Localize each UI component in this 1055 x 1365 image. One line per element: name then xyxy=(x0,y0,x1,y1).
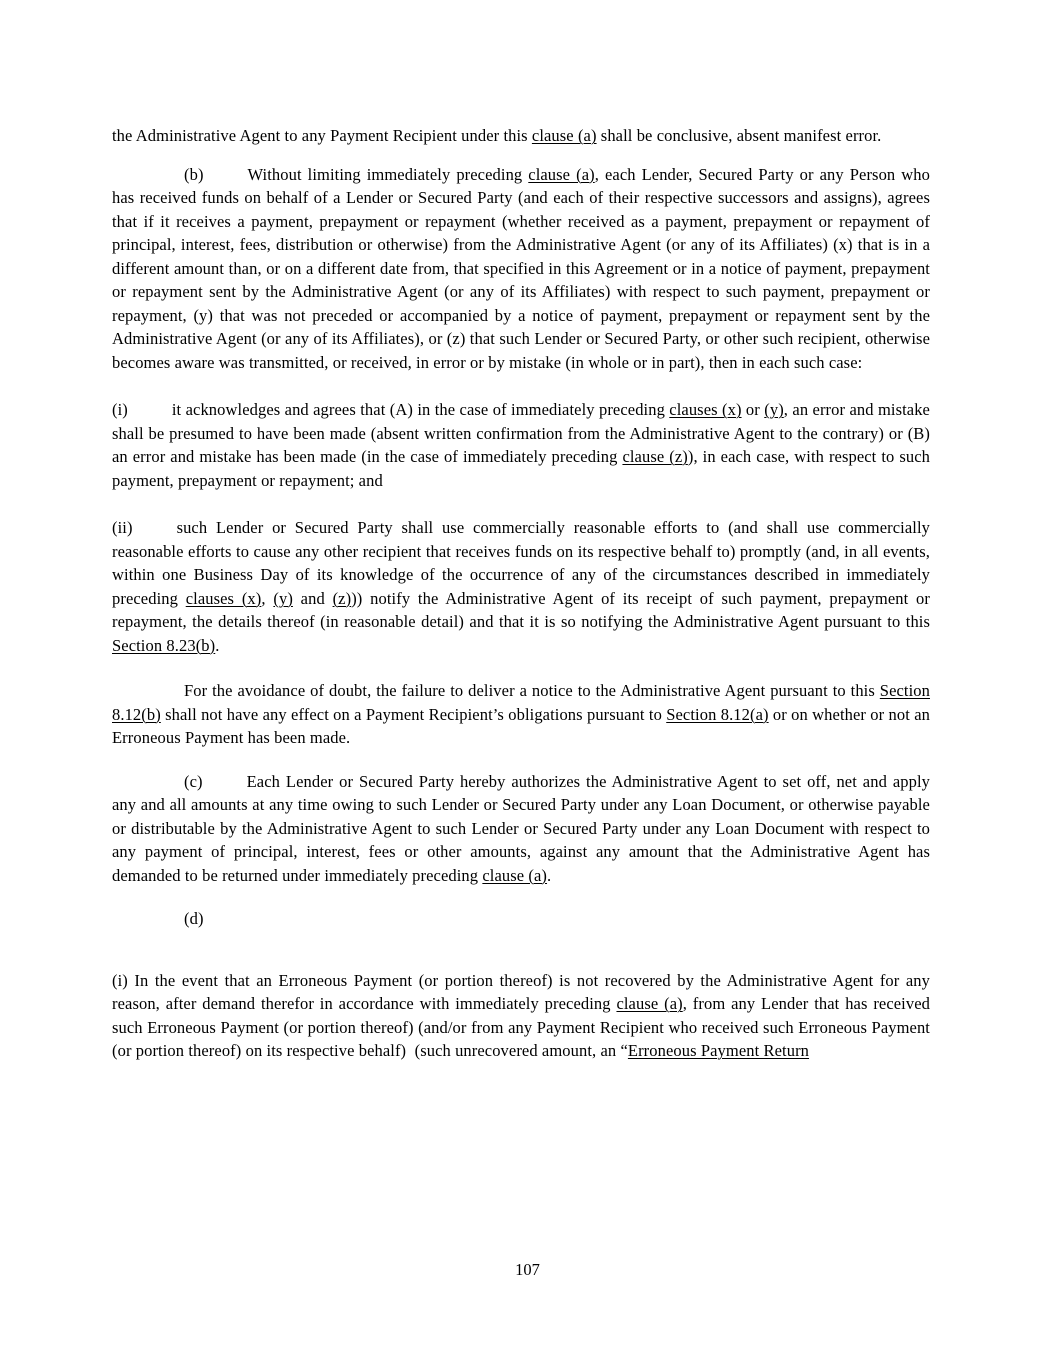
para-b xyxy=(112,163,930,375)
para-b-ii xyxy=(112,516,930,657)
text-run: , xyxy=(261,588,274,608)
underlined-reference: Erroneous Payment Return xyxy=(627,1041,810,1060)
text-run: or on whether or not an Erroneous Payment has been made. xyxy=(112,704,930,747)
text-run: , each Lender, Secured Party or any Person who has received funds on behalf of a Lender or Secured Party (and each of their respective successors and assigns), agrees that if it receives a payment, prepayment or repayment (whether received as a payment, prepayment or repayment of principal, interest, fees, distribution or otherwise) from the Administrative Agent (or any of its Affiliates) (x) that is in a different amount than, or on a different date from, that specified in this Agreement or in a notice of payment, prepayment or repayment sent by the Administrative Agent (or any of its Affiliates) with respect to such payment, prepayment or repayment, (y) that was not preceded or accompanied by a notice of payment, prepayment or repayment sent by the Administrative Agent (or any of its Affiliates), or (z) that such Lender or Secured Party, or other such recipient, otherwise becomes aware was transmitted, or received, in error or by mistake (in whole or in part), then in each such case: xyxy=(112,164,930,372)
underlined-reference: clauses (x) xyxy=(185,588,262,608)
underlined-reference: clause (z) xyxy=(622,447,688,466)
text-run: (c) xyxy=(184,771,203,791)
underlined-reference: clause (a) xyxy=(482,865,548,885)
underlined-reference: (y) xyxy=(764,400,784,419)
text-run: and xyxy=(292,588,333,608)
text-run: , from any Lender that has received such Erroneous Payment (or portion thereof) (and/or from any Payment Recipient who received such Erroneous Payment (or portion thereof) on its respective behalf) (such unrecovered amount, an “ xyxy=(112,994,930,1060)
text-run: ), in each case, with respect to such payment, prepayment or repayment; and xyxy=(112,447,930,490)
text-run: shall be conclusive, absent manifest error. xyxy=(596,126,882,145)
underlined-reference: clause (a) xyxy=(616,994,683,1013)
para-c xyxy=(112,770,930,888)
text-run: (i) In the event that an Erroneous Payment (or portion thereof) is not recovered by the Administrative Agent for any reason, after demand therefor in accordance with immediately preceding xyxy=(112,970,930,1013)
underlined-reference: (z) xyxy=(332,588,352,608)
text-run: , an error and mistake shall be presumed to have been made (absent written confirmation from the Administrative Agent to the contrary) or (B) an error and mistake has been made (in the case of immediately preceding xyxy=(112,400,930,466)
text-run: (b) xyxy=(184,164,204,184)
para-d-i xyxy=(112,969,930,1063)
underlined-reference: clauses (x) xyxy=(669,400,742,419)
page-number: 107 xyxy=(515,1260,540,1279)
text-run: Without limiting immediately preceding xyxy=(247,164,529,184)
text-run: or xyxy=(741,400,765,419)
para-d xyxy=(112,907,930,931)
document-body xyxy=(112,124,930,1063)
underlined-reference: clause (a) xyxy=(531,126,597,145)
underlined-reference: Section 8.23(b) xyxy=(112,635,216,655)
underlined-reference: clause (a) xyxy=(528,164,595,184)
text-run: For the avoidance of doubt, the failure to deliver a notice to the Administrative Agent pursuant to this xyxy=(184,681,880,700)
text-run: )) notify the Administrative Agent of its receipt of such payment, prepayment or repayment, the details thereof (in reasonable detail) and that it is so notifying the Administrative Agent pursuant to this xyxy=(112,588,930,631)
text-run: Each Lender or Secured Party hereby authorizes the Administrative Agent to set off, net and apply any and all amounts at any time owing to such Lender or Secured Party under any Loan Document, or otherwise payable or distributable by the Administrative Agent to such Lender or Secured Party under any Loan Document with respect to any payment of principal, interest, fees or other amounts, against any amount that the Administrative Agent has demanded to be returned under immediately preceding xyxy=(112,771,930,885)
text-run: shall not have any effect on a Payment Recipient’s obligations pursuant to xyxy=(160,704,667,724)
text-run: . xyxy=(547,865,552,885)
underlined-reference: Section 8.12(b) xyxy=(112,681,930,724)
text-run: the Administrative Agent to any Payment Recipient under this xyxy=(112,126,532,145)
para-avoidance xyxy=(112,679,930,750)
underlined-reference: Section 8.12(a) xyxy=(666,704,769,724)
text-run: (i) xyxy=(112,400,128,419)
text-run: . xyxy=(215,635,220,655)
text-run: it acknowledges and agrees that (A) in the case of immediately preceding xyxy=(171,400,670,419)
text-run: (ii) xyxy=(112,518,133,537)
para-continuation xyxy=(112,124,930,148)
text-run: (d) xyxy=(184,909,204,928)
underlined-reference: (y) xyxy=(273,588,293,608)
para-b-i xyxy=(112,398,930,492)
text-run: such Lender or Secured Party shall use commercially reasonable efforts to (and shall use commercially reasonable efforts to cause any other recipient that receives funds on its respective behalf to) promptly (and, in all events, within one Business Day of its knowledge of the occurrence of any of the circumstances described in immediately preceding xyxy=(112,518,930,608)
